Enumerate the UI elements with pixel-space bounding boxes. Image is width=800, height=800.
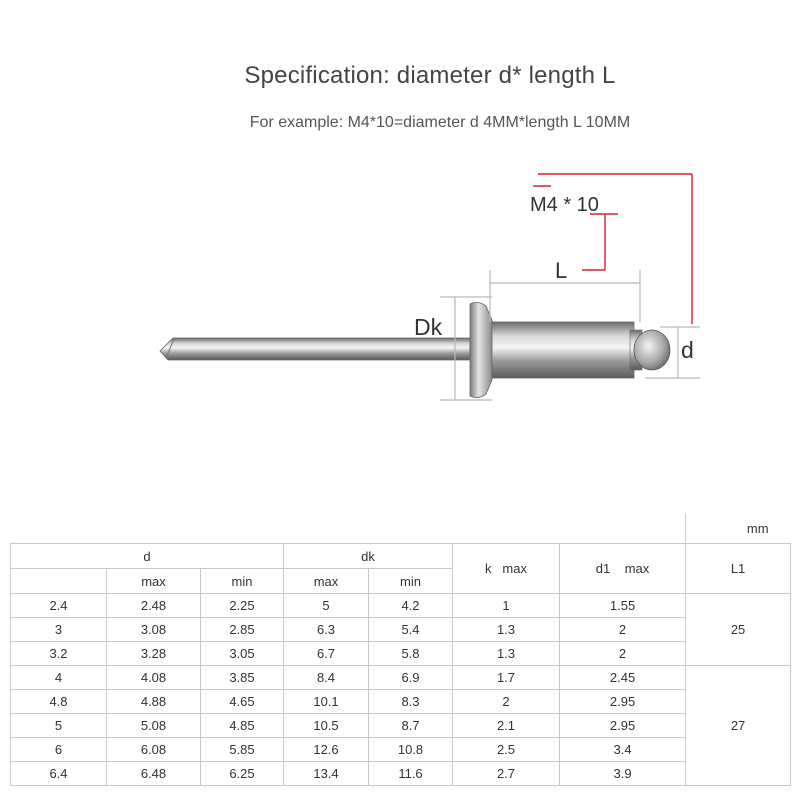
table-row <box>11 666 791 690</box>
mandrel-head <box>634 330 670 370</box>
header-L1: L1 <box>686 544 791 594</box>
cell-nominal: 3.2 <box>11 642 107 666</box>
cell-d-max: 4.88 <box>107 690 201 714</box>
header-dk: dk <box>284 544 453 569</box>
spec-label: M4 * 10 <box>530 194 599 216</box>
cell-nominal: 4.8 <box>11 690 107 714</box>
cell-dk-min: 5.8 <box>369 642 453 666</box>
cell-d-max: 4.08 <box>107 666 201 690</box>
table-row <box>11 642 791 666</box>
cell-d1-max: 2 <box>560 618 686 642</box>
subheader-d-min: min <box>201 569 284 594</box>
cell-k-max: 1.3 <box>453 618 560 642</box>
cell-dk-min: 8.3 <box>369 690 453 714</box>
cell-d-min: 6.25 <box>201 762 284 786</box>
cell-d-min: 2.25 <box>201 594 284 618</box>
cell-nominal: 6 <box>11 738 107 762</box>
cell-d1-max: 2.45 <box>560 666 686 690</box>
table-row <box>11 594 791 618</box>
cell-dk-min: 5.4 <box>369 618 453 642</box>
cell-d-min: 4.65 <box>201 690 284 714</box>
cell-dk-max: 13.4 <box>284 762 369 786</box>
subheader-dk-min: min <box>369 569 453 594</box>
cell-dk-max: 10.1 <box>284 690 369 714</box>
table-row <box>11 762 791 786</box>
cell-d-min: 4.85 <box>201 714 284 738</box>
cell-dk-max: 12.6 <box>284 738 369 762</box>
table-row <box>11 738 791 762</box>
cell-d1-max: 2.95 <box>560 714 686 738</box>
cell-d-max: 6.08 <box>107 738 201 762</box>
cell-dk-min: 4.2 <box>369 594 453 618</box>
rivet-body <box>492 322 642 378</box>
cell-d1-max: 2.95 <box>560 690 686 714</box>
cell-d-max: 6.48 <box>107 762 201 786</box>
cell-d-min: 3.05 <box>201 642 284 666</box>
cell-dk-max: 5 <box>284 594 369 618</box>
spec-title: Specification: diameter d* length L <box>244 62 616 89</box>
cell-nominal: 3 <box>11 618 107 642</box>
rivet-diagram <box>0 140 800 440</box>
cell-d1-max: 3.9 <box>560 762 686 786</box>
header-d: d <box>11 544 284 569</box>
cell-dk-min: 11.6 <box>369 762 453 786</box>
cell-d-min: 2.85 <box>201 618 284 642</box>
rivet-flange <box>470 302 492 397</box>
cell-dk-min: 8.7 <box>369 714 453 738</box>
header-d1-max: d1 max <box>560 544 686 594</box>
unit-label: mm <box>686 513 791 544</box>
table-row <box>11 714 791 738</box>
cell-dk-max: 8.4 <box>284 666 369 690</box>
table-row <box>11 690 791 714</box>
cell-d-max: 2.48 <box>107 594 201 618</box>
cell-dk-min: 6.9 <box>369 666 453 690</box>
cell-nominal: 4 <box>11 666 107 690</box>
cell-k-max: 1 <box>453 594 560 618</box>
cell-k-max: 2.5 <box>453 738 560 762</box>
length-label: L <box>555 258 568 283</box>
subheader-dk-max: max <box>284 569 369 594</box>
cell-d-min: 3.85 <box>201 666 284 690</box>
cell-d-max: 3.08 <box>107 618 201 642</box>
cell-d1-max: 1.55 <box>560 594 686 618</box>
cell-dk-max: 10.5 <box>284 714 369 738</box>
mandrel-shank <box>160 338 470 360</box>
cell-nominal: 6.4 <box>11 762 107 786</box>
cell-k-max: 1.7 <box>453 666 560 690</box>
spec-example-text: For example: M4*10=diameter d 4MM*length L 10MM <box>249 114 631 131</box>
cell-d-max: 3.28 <box>107 642 201 666</box>
header-k-max: k max <box>453 544 560 594</box>
head-diameter-label: Dk <box>414 314 443 340</box>
cell-k-max: 1.3 <box>453 642 560 666</box>
cell-k-max: 2.1 <box>453 714 560 738</box>
cell-nominal: 2.4 <box>11 594 107 618</box>
cell-dk-max: 6.3 <box>284 618 369 642</box>
cell-d-max: 5.08 <box>107 714 201 738</box>
cell-d1-max: 3.4 <box>560 738 686 762</box>
spec-table <box>10 513 791 786</box>
diameter-label: d <box>681 337 694 363</box>
cell-dk-min: 10.8 <box>369 738 453 762</box>
cell-dk-max: 6.7 <box>284 642 369 666</box>
cell-d1-max: 2 <box>560 642 686 666</box>
table-unit-row <box>11 513 791 544</box>
cell-k-max: 2.7 <box>453 762 560 786</box>
cell-L1: 27 <box>686 666 791 786</box>
cell-nominal: 5 <box>11 714 107 738</box>
cell-L1: 25 <box>686 594 791 666</box>
subheader-d-max: max <box>107 569 201 594</box>
table-row <box>11 618 791 642</box>
cell-d-min: 5.85 <box>201 738 284 762</box>
table-header-row <box>11 544 791 569</box>
cell-k-max: 2 <box>453 690 560 714</box>
